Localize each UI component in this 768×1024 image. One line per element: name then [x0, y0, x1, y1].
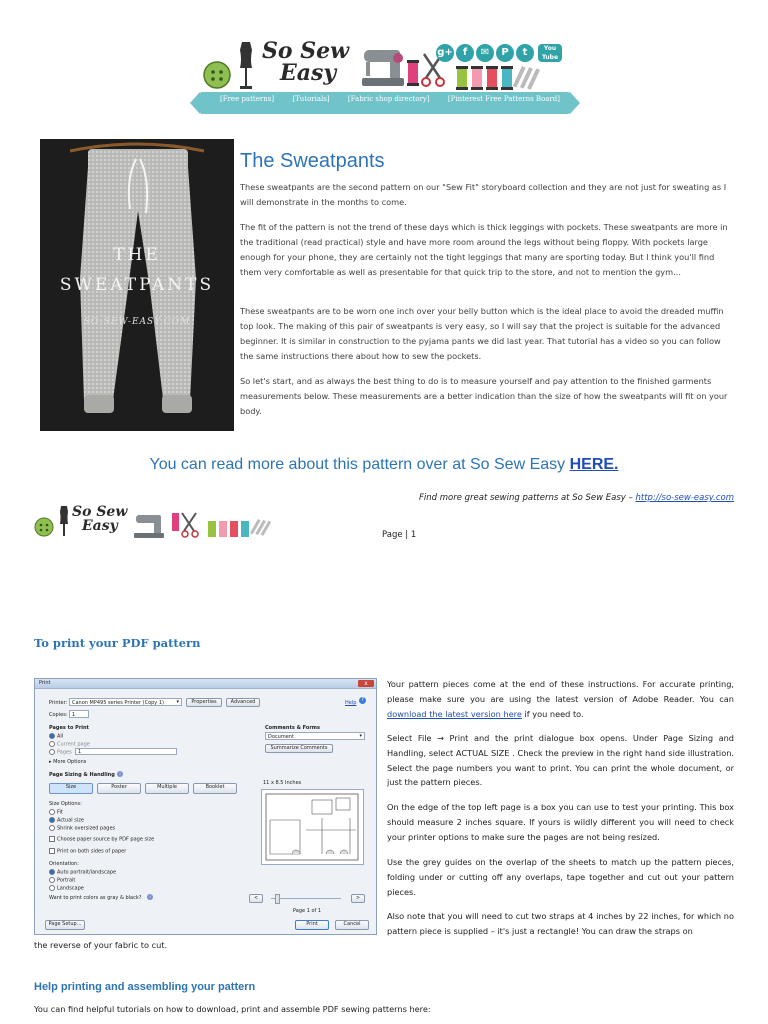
poster-button[interactable]: Poster — [97, 783, 141, 794]
photo-credit: SO-SEW-EASY.COM — [83, 317, 191, 327]
thread-spools-icon — [456, 66, 556, 92]
print-button[interactable]: Print — [295, 920, 329, 930]
banner-logo[interactable] — [262, 40, 349, 84]
footer-logo-line2: Easy — [82, 518, 118, 534]
email-icon[interactable]: ✉ — [476, 44, 494, 62]
next-page-button[interactable]: > — [351, 894, 365, 903]
print-preview — [261, 789, 364, 865]
sweatpants-photo — [40, 139, 234, 431]
preview-page-graphic — [262, 790, 363, 864]
sizing-heading: Page Sizing & Handling — [49, 772, 115, 778]
comments-select[interactable]: Document ▾ — [265, 732, 365, 740]
print-paragraph-1: Your pattern pieces come at the end of these instructions. For accurate printing, please make sure you are using the latest version of Adobe Reader. You can download the latest version here if you need to. — [387, 679, 734, 719]
option-both-sides[interactable]: Print on both sides of paper — [49, 848, 126, 855]
logo-line2: Easy — [280, 60, 337, 86]
option-fit[interactable]: Fit — [49, 809, 63, 816]
dress-form-icon — [236, 40, 256, 92]
option-actual-size[interactable]: Actual size — [49, 817, 84, 824]
intro-paragraph-1: These sweatpants are the second pattern on our "Sew Fit" storyboard collection and they are not just for sweating as I will demonstrate in the months to come. — [240, 182, 727, 207]
cancel-button[interactable]: Cancel — [335, 920, 369, 930]
gray-print-question: Want to print colors as gray & black? — [49, 895, 142, 901]
help-section-heading: Help printing and assembling your pattern — [34, 981, 256, 993]
copies-label: Copies: — [49, 712, 68, 718]
option-shrink[interactable]: Shrink oversized pages — [49, 825, 115, 832]
photo-title-line1: THE — [113, 245, 161, 265]
site-banner — [200, 38, 570, 114]
option-all[interactable]: All — [49, 733, 63, 740]
thread-spool-icon — [407, 60, 419, 86]
page-slider-thumb[interactable] — [275, 894, 280, 904]
print-section-heading: To print your PDF pattern — [34, 636, 201, 650]
info-icon[interactable]: i — [147, 894, 153, 900]
option-choose-paper-source[interactable]: Choose paper source by PDF page size — [49, 836, 154, 843]
read-more-banner — [0, 456, 768, 474]
print-paragraph-5: Also note that you will need to cut two straps at 4 inches by 22 inches, for which no pattern piece is supplied – it's just a rectangle! You can draw the straps on — [387, 911, 734, 936]
dialog-titlebar — [35, 679, 376, 689]
intro-paragraph-3: These sweatpants are to be worn one inch over your belly button which is the ideal place to avoid the dreaded muffin top look. The making of this pair of sweatpants is very easy, so I will say that the project is suitable for the advanced beginner. It is similar in construction to the pyjama pants we did last year. That tutorial has a video so you can follow the same instructions there about how to sew the pockets. — [240, 306, 724, 361]
properties-button[interactable]: Properties — [186, 698, 222, 707]
download-link[interactable]: download the latest version here — [387, 708, 522, 719]
help-section-text: You can find helpful tutorials on how to download, print and assemble PDF sewing patterns here: — [34, 1004, 431, 1014]
size-options-label: Size Options: — [49, 801, 82, 807]
print-paragraph-3: On the edge of the top left page is a box you can use to test your printing. This box should measure 2 inches square. If yours is wildly different you will need to check your printer options to make sure the pages are not being resized. — [387, 802, 734, 842]
sewing-machine-icon — [360, 44, 406, 88]
page-of-label: Page 1 of 1 — [293, 908, 322, 914]
find-more-line — [419, 493, 734, 503]
intro-paragraph-2: The fit of the pattern is not the trend of these days which is thick leggings with pockets. These sweatpants are more in the traditional (read practical) style and have more room around the legs without being floppy. With pockets large enough for your phone, they are certainly not the tight leggings that many are sporting today. But I think you'll find them very comfortable as well as presentable for that quick trip to the store, and not to mention the gym... — [240, 222, 728, 277]
nav-pinterest-board[interactable]: [Pinterest Free Patterns Board] — [447, 95, 560, 103]
print-paragraph-2: Select File → Print and the print dialogue box opens. Under Page Sizing and Handling, select ACTUAL SIZE . Check the preview in the right hand side illustration. Select the page numbers you want to print. You can print the whole document, or just the pattern pieces. — [387, 733, 734, 788]
option-portrait[interactable]: Portrait — [49, 877, 75, 884]
more-options-toggle[interactable]: ▸ More Options — [49, 759, 87, 765]
footer-logo-line1: So Sew — [72, 504, 128, 520]
info-icon[interactable]: i — [117, 771, 123, 777]
comments-forms-heading: Comments & Forms — [265, 725, 320, 731]
nav-free-patterns[interactable]: [Free patterns] — [220, 95, 275, 103]
option-landscape[interactable]: Landscape — [49, 885, 84, 892]
banner-nav — [220, 95, 560, 103]
booklet-button[interactable]: Booklet — [193, 783, 237, 794]
option-pages[interactable]: Pages — [49, 749, 72, 756]
page-number: Page | 1 — [382, 530, 417, 540]
page-slider[interactable] — [271, 898, 341, 899]
orientation-label: Orientation: — [49, 861, 79, 867]
button-icon — [202, 60, 232, 90]
sewing-machine-icon — [134, 511, 164, 539]
dress-form-icon — [58, 505, 70, 539]
pages-to-print-heading: Pages to Print — [49, 725, 89, 731]
pages-input[interactable]: 1 — [75, 748, 177, 755]
option-auto-orientation[interactable]: Auto portrait/landscape — [49, 869, 116, 876]
read-more-text: You can read more about this pattern over at So Sew Easy — [149, 456, 570, 473]
option-current-page[interactable]: Current page — [49, 741, 90, 748]
read-more-link[interactable]: HERE. — [569, 456, 619, 473]
dialog-close-icon[interactable]: x — [358, 680, 374, 687]
help-icon[interactable]: ? — [359, 697, 366, 704]
help-link[interactable]: Help — [345, 700, 357, 706]
advanced-button[interactable]: Advanced — [226, 698, 260, 707]
footer-logo — [34, 505, 294, 543]
youtube-icon[interactable]: You Tube — [538, 44, 562, 62]
intro-paragraph-4: So let's start, and as always the best thing to do is to measure yourself and pay attention to the finished garments measurements below. These measurements are a better indication than the size of how the sweatpants will fit on your body. — [240, 376, 728, 416]
page-title: The Sweatpants — [240, 150, 385, 172]
printer-label: Printer: — [49, 700, 68, 706]
site-url-link[interactable]: http://so-sew-easy.com — [635, 493, 734, 503]
copies-input[interactable]: 1 — [69, 710, 89, 718]
printer-select[interactable]: Canon MP495 series Printer (Copy 1) ▾ — [69, 698, 182, 706]
photo-title-line2: SWEATPANTS — [59, 275, 215, 295]
scissors-icon — [172, 511, 202, 539]
pinterest-icon[interactable]: P — [496, 44, 514, 62]
thread-spools-icon — [208, 519, 294, 539]
print-paragraph-5-tail: the reverse of your fabric to cut. — [34, 940, 168, 950]
summarize-comments-button[interactable]: Summarize Comments — [265, 744, 333, 753]
paper-size-label: 11 x 8.5 Inches — [263, 780, 302, 786]
print-paragraph-4: Use the grey guides on the overlap of the sheets to match up the pattern pieces, folding under or cutting off any overlaps, tape together and cut out your pattern pieces. — [387, 857, 734, 897]
find-more-text: Find more great sewing patterns at So Sew Easy – — [419, 493, 636, 503]
logo-line1: So Sew — [262, 38, 350, 64]
dialog-title: Print — [39, 680, 51, 686]
page-setup-button[interactable]: Page Setup... — [45, 920, 85, 930]
chevron-down-icon: ▾ — [176, 699, 179, 705]
prev-page-button[interactable]: < — [249, 894, 263, 903]
chevron-down-icon: ▾ — [359, 733, 362, 739]
nav-tutorials[interactable]: [Tutorials] — [292, 95, 330, 103]
size-button[interactable]: Size — [49, 783, 93, 794]
multiple-button[interactable]: Multiple — [145, 783, 189, 794]
facebook-icon[interactable]: f — [456, 44, 474, 62]
print-dialog-screenshot — [34, 678, 377, 935]
footer-logo-text — [72, 505, 127, 533]
button-icon — [34, 517, 54, 537]
twitter-icon[interactable]: t — [516, 44, 534, 62]
nav-fabric-shop[interactable]: [Fabric shop directory] — [347, 95, 430, 103]
google-plus-icon[interactable]: g+ — [436, 44, 454, 62]
